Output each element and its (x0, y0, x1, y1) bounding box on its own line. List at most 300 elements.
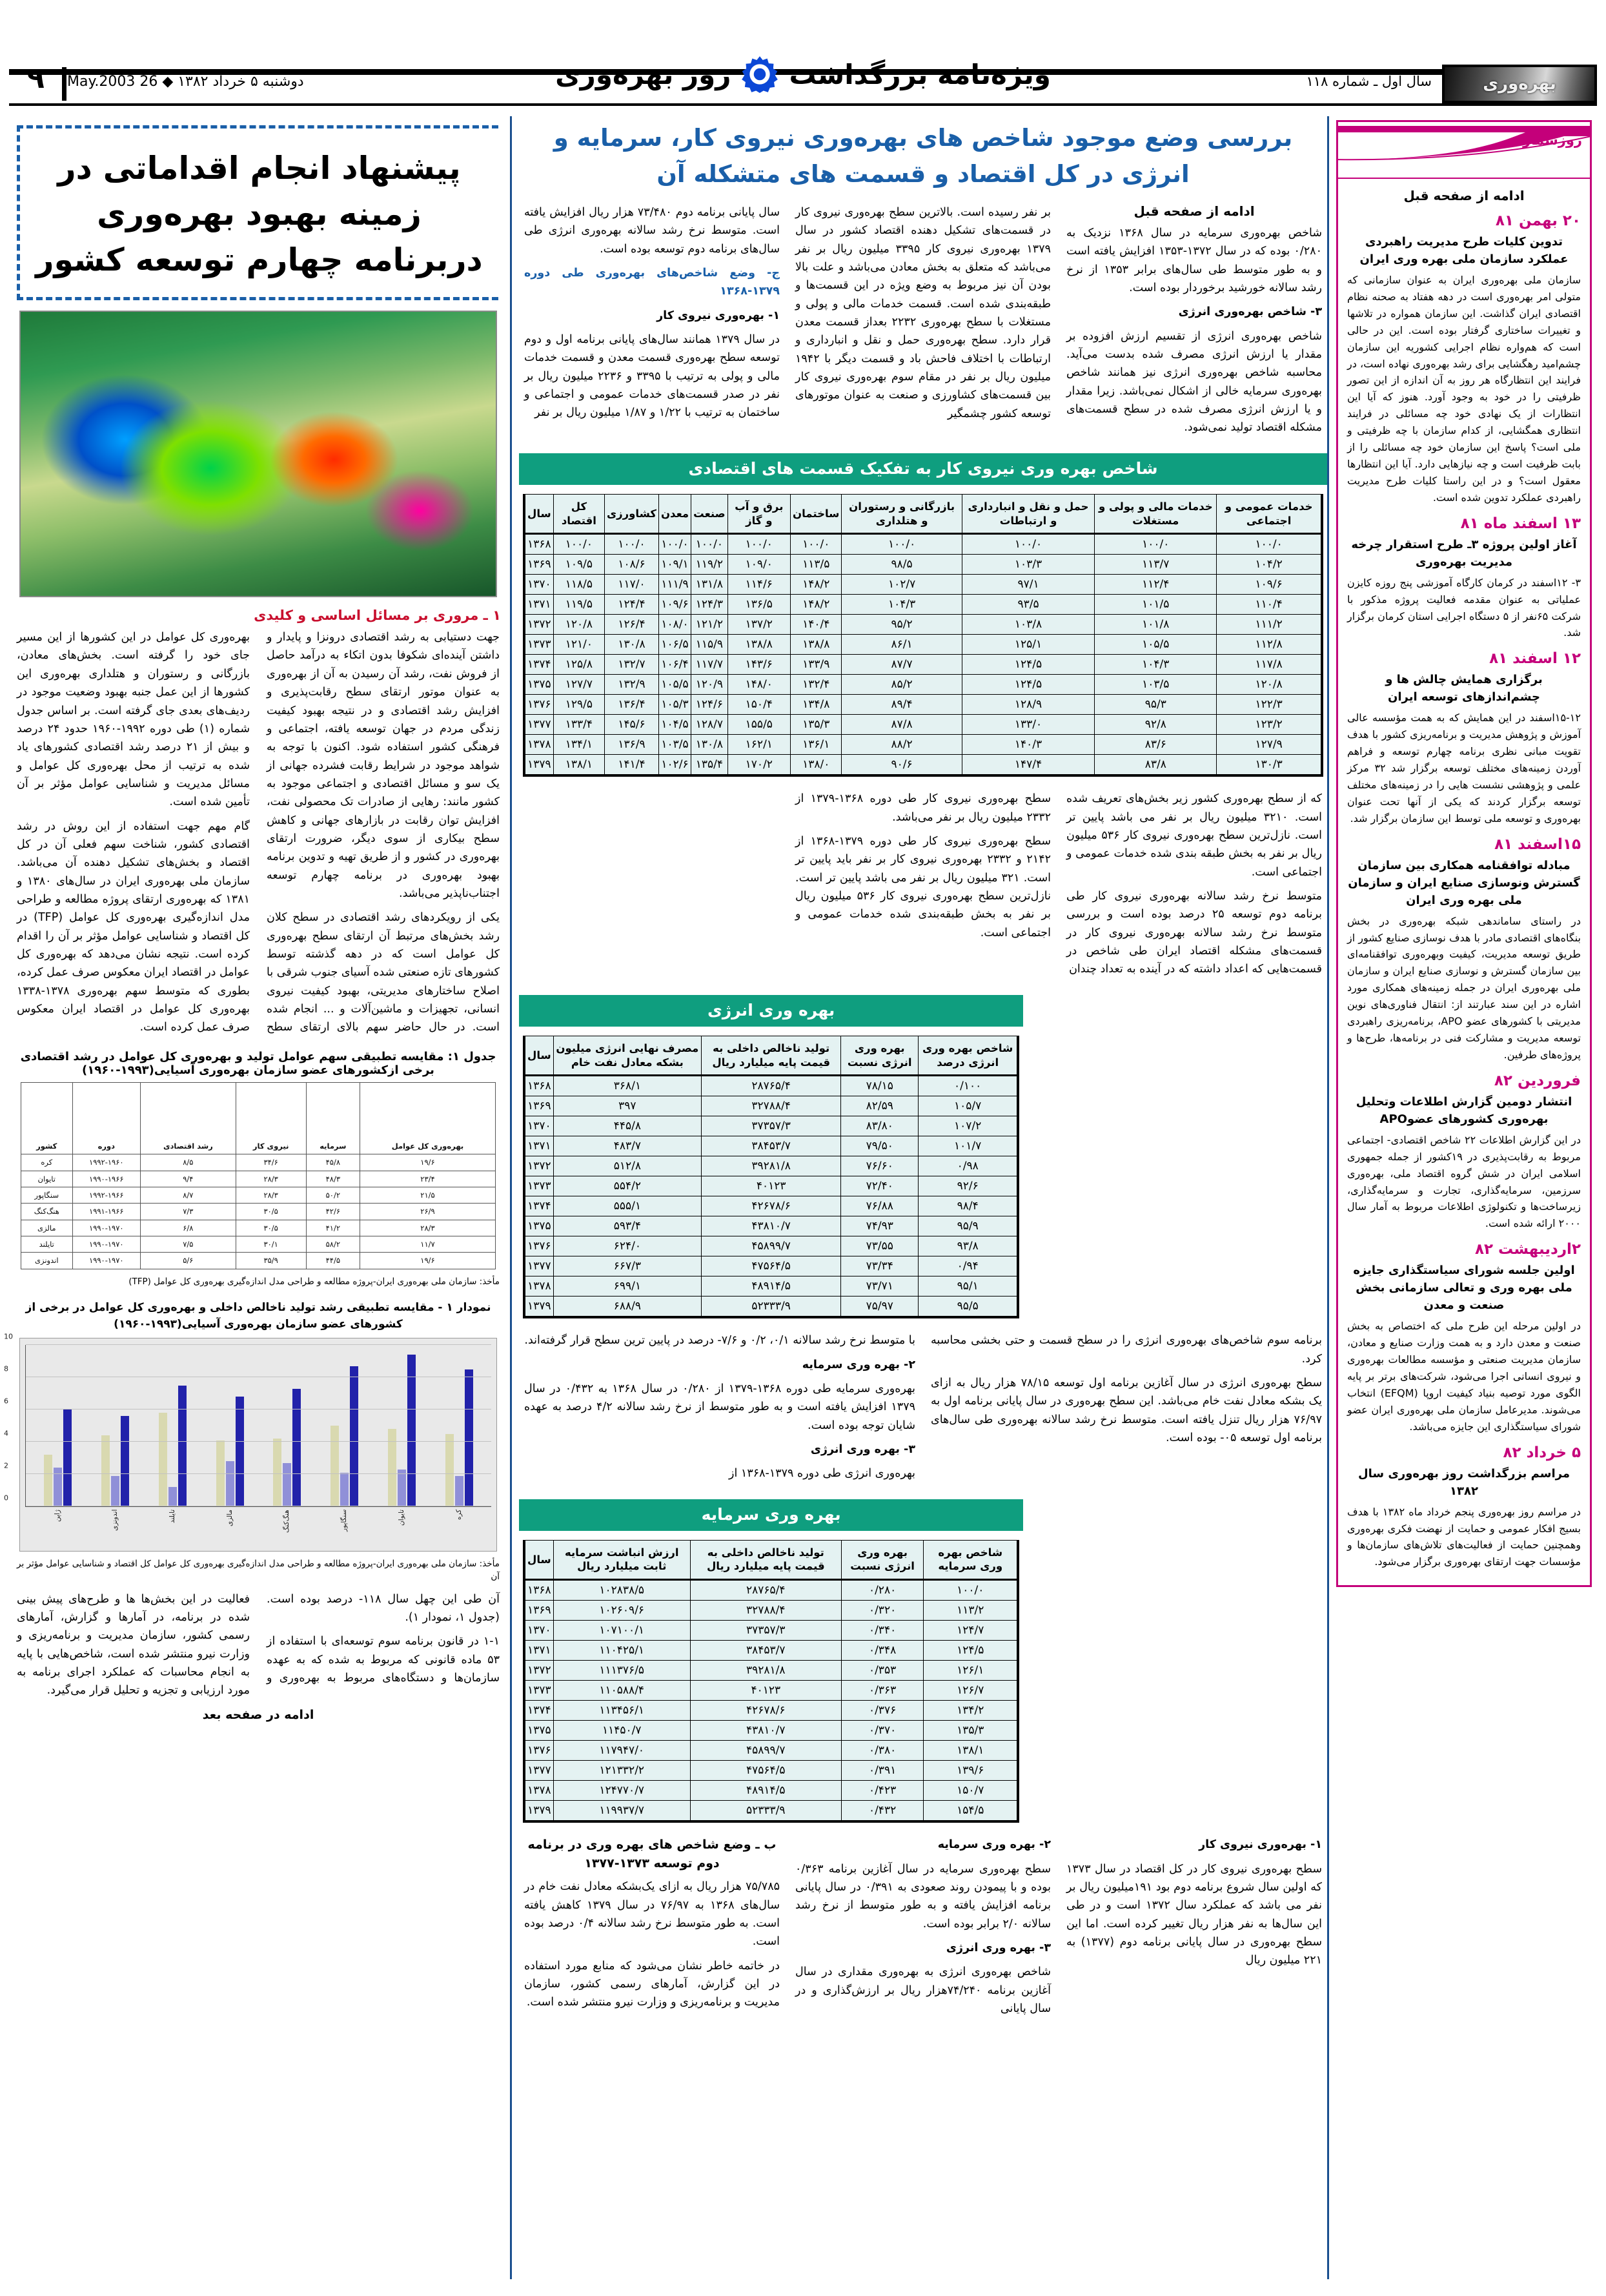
chart-bar-group (445, 1345, 473, 1506)
table-cell: ۱۰۰/۰ (791, 534, 842, 555)
table-cell: ۱۳۴/۱ (553, 735, 604, 755)
table-cell: ۱۳۷۹ (525, 1801, 554, 1821)
table-header-row (525, 1036, 1017, 1076)
table-cell: ۱۳۷۲ (525, 1156, 554, 1176)
table1-title: شاخص بهره وری نیروی کار به تفکیک قسمت های اقتصادی (519, 453, 1327, 485)
table-row (525, 1641, 1017, 1661)
table-cell: ۱۰۰/۰ (691, 534, 727, 555)
table-cell: ۱۰۰/۰ (553, 534, 604, 555)
table-cell: ۹۳/۵ (962, 595, 1094, 615)
bottom-body-1 (1066, 1836, 1322, 1969)
table-cell: ۱۲۱/۰ (553, 635, 604, 655)
small-table-caption: جدول ۱: مقایسه تطبیقی سهم عوامل تولید و بهره‌وری کل عوامل در رشد اقتصادی برخی ازکشورهای عضو سازمان بهره‌وری آسیایی(۱۹۹۳-۱۹۶۰) (20, 1050, 496, 1078)
paragraph: شاخص بهره‌وری انرژی از تقسیم ارزش افزوده بر مقدار یا ارزش انرژی مصرف شده بدست می‌آید. محاسبه شاخص بهره‌وری انرژی نیز همانند شاخص بهره‌وری سرمایه خالی از اشکال نمی‌باشد. زیرا مقدار و یا ارزش انرژی مصرف شده در سطح قسمت‌های مشکله اقتصاد تولید نمی‌شود. (1066, 329, 1322, 435)
table-cell: ۱۰۵/۵ (658, 675, 691, 695)
table-cell: ۱۳۷۶ (525, 1236, 554, 1256)
table-body (525, 1076, 1017, 1317)
masthead (0, 0, 1606, 98)
table-cell: ۱۱۰۵۸۸/۴ (553, 1681, 690, 1701)
table-cell: ۵۵۵/۱ (553, 1196, 701, 1216)
sidebar-panel (1336, 120, 1592, 1587)
table-cell: ۷۴/۹۳ (841, 1216, 919, 1236)
table-cell: ۱۳۶۸ (525, 534, 554, 555)
table-cell: ۱۰۳/۳ (962, 555, 1094, 575)
column-header: سال (525, 1036, 554, 1076)
table-cell: ۱۱۷/۷ (691, 655, 727, 675)
th: نیروی کار (236, 1083, 306, 1154)
table-cell: ۱۰۹/۶ (658, 595, 691, 615)
table-cell: ۹۲/۸ (1095, 715, 1217, 735)
table-cell: ۱۱۲/۴ (1095, 575, 1217, 595)
chart-bar (121, 1416, 129, 1506)
paragraph: سطح بهره‌وری نیروی کار در کل اقتصاد در سال ۱۳۷۳ که اولین سال شروع برنامه دوم بود ۱۹۱میلیون ریال بر نفر می باشد که عملکرد سال ۱۳۷۲ است و در طی این سال‌ها به نفر هزار ریال تغییر کرده است. اما این سطح بهره‌وری در سال پایانی برنامه دوم (۱۳۷۷) به ۲۲۱ میلیون ریال (1066, 1862, 1323, 1967)
table-cell: ۶/۸ (141, 1220, 236, 1236)
table-cell: ۱۶۲/۱ (727, 735, 790, 755)
table-cell: ۱۲۴/۷ (924, 1621, 1017, 1641)
table-cell: ۴۴۵/۸ (553, 1116, 701, 1136)
table-row (525, 1076, 1017, 1096)
table-cell: ۲۳/۴ (360, 1171, 495, 1187)
chart-bar (292, 1389, 301, 1507)
table-cell: ۱۳۷۷ (525, 1761, 554, 1781)
gear-icon (741, 56, 778, 93)
table-cell: ۵۱۲/۸ (553, 1156, 701, 1176)
chart-x-tick: ژاپن (54, 1510, 62, 1522)
table-cell: ۱۲۴/۵ (962, 655, 1094, 675)
table-cell: ۱۵۰/۴ (727, 695, 790, 715)
paragraph: یکی از رویکردهای رشد اقتصادی در سطح کلان رشد بخش‌های مرتبط آن ارتقای سطح بهره‌وری کل عوامل است که در دهه گذشته توسط کشورهای تازه صنعتی شده آسیای جنوب شرقی با اصلاح ساختارهای مدیریتی، بهبود کیفیت نیروی انسانی، تجهیزات و ماشین‌آلات و ... انجام شده است. در حال حاضر سهم بالای ارتقای سطح بهره‌وری کل عوامل در این کشورها از این مسیر جای خود را گرفته است. بخش‌های معادن، بازرگانی و رستوران و هتلداری بهره‌وری این کشورها از این عمل جنبه بهبود وضعیت موجود در ردیف‌های بعدی جای گرفته است. بر اساس جدول شماره (۱) طی دوره ۱۹۹۲-۱۹۶۰ حدود ۲۴ درصد و بیش از ۲۱ درصد رشد اقتصادی کشورهای یاد شده به ترتیب از محل بهره‌وری کل عوامل و مسائل مدیریت و شناسایی عوامل مؤثر بر آن تأمین شده است. (17, 631, 500, 1034)
table-cell: ۶۲۴/۰ (553, 1236, 701, 1256)
table-cell: ۱۱۳/۵ (791, 555, 842, 575)
table-cell: ۱۱۷۹۴۷/۰ (553, 1741, 690, 1761)
table-cell: تایوان (21, 1171, 73, 1187)
center-bottom-columns (524, 1836, 1322, 2024)
paragraph: آن طی این چهل سال ۱۱۸- درصد بوده است. (جدول ۱، نمودار ۱). (267, 1592, 500, 1624)
sidebar-header-label: روزشمار (1523, 132, 1582, 148)
table-cell: ۱۳۷۰ (525, 575, 554, 595)
table-cell: ۱۱۳۴۵۶/۱ (553, 1701, 690, 1721)
table-cell: ۹۳/۸ (919, 1236, 1017, 1256)
sidebar-entries (1347, 212, 1581, 1570)
table-cell: ۱۳۳/۹ (791, 655, 842, 675)
chart-plot-area (4, 1332, 491, 1507)
paragraph: بهره‌وری سرمایه طی دوره ۱۳۶۸-۱۳۷۹ از ۰/۲۸۰ در سال ۱۳۶۸ به ۰/۴۳۲ در سال ۱۳۷۹ افزایش یافته است و به طور متوسط از نرخ رشد سالانه ۴/۲ درصد به عهده شایان توجه بوده است. (524, 1382, 915, 1432)
table-cell: ۳۶۸/۱ (553, 1076, 701, 1096)
table-cell: ۰/۳۴۸ (841, 1641, 924, 1661)
table-cell: ۱۰۸/۶ (605, 555, 659, 575)
table-cell: ۱۰۹/۵ (553, 555, 604, 575)
table-cell: ۱۱۰۴۲۵/۱ (553, 1641, 690, 1661)
table-cell: ۰/۳۴۰ (841, 1621, 924, 1641)
table-cell: ۱۳۶۸ (525, 1580, 554, 1601)
sidebar-entry-title: برگزاری همایش چالش ها و چشم‌اندازهای توسعه ایران (1385, 673, 1543, 704)
table-cell: ۱۱۳/۲ (924, 1601, 1017, 1621)
table-cell: ۲۸/۳ (236, 1187, 306, 1203)
table-cell: ۱۰۵/۵ (1095, 635, 1217, 655)
table-cell: ۱۳۶۹ (525, 1601, 554, 1621)
table-cell: ۰/۳۹۱ (841, 1761, 924, 1781)
intro-body-1 (1066, 224, 1322, 437)
chart-bars (26, 1345, 491, 1506)
publisher-logo (1442, 65, 1597, 103)
table-row (525, 1661, 1017, 1681)
table-cell: ۱۹۹۰-۱۹۷۰ (72, 1220, 141, 1236)
table-cell: ۳۹۲۸۱/۸ (690, 1661, 841, 1681)
table-cell: ۱۰۰/۰ (1217, 534, 1321, 555)
table-cell: ۱۱۲/۸ (1217, 635, 1321, 655)
table-cell: ۹۵/۲ (842, 615, 962, 635)
masthead-rule-bottom (9, 103, 1597, 106)
table-cell: ۱۳۸/۸ (727, 635, 790, 655)
chart-bar (226, 1461, 234, 1506)
mid-text-row-2 (524, 1331, 1322, 1488)
table-row (525, 615, 1321, 635)
table-cell: ۷۵/۹۷ (841, 1297, 919, 1317)
sidebar-entry-title: تدوین کلیات طرح مدیریت راهبردی عملکرد سازمان ملی بهره وری ایران (1359, 235, 1569, 266)
table-cell: ۹۸/۴ (919, 1196, 1017, 1216)
table-cell: ۲۱/۵ (360, 1187, 495, 1203)
table-cell: ۸۸/۲ (842, 735, 962, 755)
small-table-source (17, 1276, 500, 1289)
intro-col-2 (795, 203, 1051, 443)
table-cell: ۱۲۲/۳ (1217, 695, 1321, 715)
bottom-body-3 (524, 1878, 780, 2011)
table-row (525, 1601, 1017, 1621)
table-cell: ۱۲۷/۹ (1217, 735, 1321, 755)
chart-bar (178, 1386, 187, 1507)
table-cell: ۱۳۶۹ (525, 555, 554, 575)
table-cell: ۱۰۶/۵ (658, 635, 691, 655)
table-cell: ۰/۳۲۰ (841, 1601, 924, 1621)
chart-x-tick: مالزی (225, 1510, 234, 1527)
feature-headline: پیشنهاد انجام اقداماتی در زمینه بهبود بهره‌وری دربرنامه چهارم توسعه کشور (36, 150, 483, 279)
table-cell: ۷۸/۱۵ (841, 1076, 919, 1096)
table-cell: ۱۳۷۷ (525, 715, 554, 735)
chart-gridline (26, 1344, 491, 1345)
table-cell: ۱۱۱/۲ (1217, 615, 1321, 635)
table-cell: ۸/۷ (141, 1187, 236, 1203)
table-cell: ۹۵/۵ (919, 1297, 1017, 1317)
column-header: شاخص بهره وری انرژی درصد (919, 1036, 1017, 1076)
table-cell: ۱۳۷۴ (525, 1196, 554, 1216)
table-cell: ۷۲/۴۰ (841, 1176, 919, 1196)
table-row (21, 1187, 496, 1203)
mid-extra-col-1 (931, 1331, 1322, 1488)
table-cell: ۱۰۰/۰ (1095, 534, 1217, 555)
table-row (525, 1801, 1017, 1821)
column-header: صنعت (691, 494, 727, 534)
table-cell: سنگاپور (21, 1187, 73, 1203)
table-cell: ۱۹۹۰-۱۹۷۰ (72, 1236, 141, 1253)
table-cell: ۰/۴۳۲ (841, 1801, 924, 1821)
intro-body-2 (795, 203, 1051, 423)
table-energy-productivity (525, 1036, 1017, 1317)
bottom-col-1 (1066, 1836, 1322, 2024)
chart-bar (350, 1366, 358, 1507)
table-row (21, 1253, 496, 1269)
table-cell: ۱۰۱/۵ (1095, 595, 1217, 615)
table-cell: ۰/۹۴ (919, 1256, 1017, 1276)
table-cell: ۱۲۸/۷ (691, 715, 727, 735)
table-row (525, 635, 1321, 655)
table-cell: ۱۰۳/۵ (658, 735, 691, 755)
table-cell: ۲۸/۳ (360, 1220, 495, 1236)
small-table-body (21, 1154, 496, 1269)
chart-bar-group (101, 1345, 129, 1506)
table-cell: ۱۵۵/۵ (727, 715, 790, 735)
column-header: خدمات مالی و پولی و مستغلات (1095, 494, 1217, 534)
capital-productivity-table-block (519, 1499, 1023, 1823)
main-headline: بررسی وضع موجود شاخص های بهره‌وری نیروی کار، سرمایه و انرژی در کل اقتصاد و قسمت های متشکله آن (553, 124, 1293, 188)
sidebar-entry-date: ۵ خرداد ۸۲ (1503, 1444, 1581, 1461)
table-cell: ۷/۳ (141, 1204, 236, 1220)
sidebar-entry-body: در این گزارش اطلاعات ۲۲ شاخص اقتصادی- اجتماعی مربوط به رقابت‌پذیری در ۱۹کشور از جمله جمهوری اسلامی ایران در شش گروه اقتصاد ملی، بهره‌وری سرزمین، سرمایه‌گذاری، تجارت و سرمایه‌گذاری، زیرساخت‌ها و تکنولوژی اطلاعات مربوط به آمار سال ۲۰۰۰ ارائه شده است. (1347, 1133, 1581, 1230)
table-cell: ۷/۵ (141, 1236, 236, 1253)
table-cell: ۱۳۶/۵ (727, 595, 790, 615)
bottom-body-2 (795, 1836, 1051, 2018)
table-row (525, 1721, 1017, 1741)
table-cell: ۰/۳۵۳ (841, 1661, 924, 1681)
chart-x-tick: کره (454, 1510, 463, 1521)
table-cell: ۱۳۷۸ (525, 735, 554, 755)
table-cell: ۱۱۹۹۳۷/۷ (553, 1801, 690, 1821)
table-cell: هنگ‌کنگ (21, 1204, 73, 1220)
table-cell: ۱۳۷۳ (525, 1176, 554, 1196)
chart-bar (168, 1487, 177, 1506)
table-cell: ۱۴۸/۲ (791, 595, 842, 615)
sidebar-entry-title: مبادله توافقنامه همکاری بین سازمان گسترش ونوسازی صنایع ایران و سازمان ملی بهره وری ایران (1348, 858, 1580, 907)
table-cell: ۱۳۷۸ (525, 1276, 554, 1297)
sidebar-body (1338, 179, 1590, 1585)
table3-title: بهره وری سرمایه (519, 1499, 1023, 1531)
table-cell: ۱۳۷۴ (525, 1701, 554, 1721)
table-cell: ۱۴۸/۲ (791, 575, 842, 595)
chart-bar (63, 1409, 72, 1506)
table-cell: ۴۰۱۲۳ (701, 1176, 840, 1196)
paragraph: بر نفر رسیده است. بالاترین سطح بهره‌وری نیروی کار در قسمت‌های تشکیل دهنده اقتصاد کشور در سال ۱۳۷۹ بهره‌وری نیروی کار ۳۳۹۵ میلیون ریال بر نفر می‌باشد که متعلق به بخش معادن می‌باشد و علت بالا بودن آن نیز مربوط به وضع ویژه در این قسمت‌ها و طبقه‌بندی شده است. قسمت خدمات مالی و پولی و مستغلات با سطح بهره‌وری ۲۲۳۲ بعداز قسمت معدن قرار دارد. سطح بهره‌وری حمل و نقل و انبارداری و ارتباطات با اختلاف فاحش باد و قسمت دیگر با ۱۹۴۲ میلیون ریال بر نفر در مقام سوم بهره‌وری نیروی کار بین قسمت‌های کشاورزی و صنعت به عنوان موتورهای توسعه کشور چشمگیر (795, 206, 1051, 420)
table-cell: ۱۳۷۵ (525, 675, 554, 695)
table-cell: ۸۷/۸ (842, 715, 962, 735)
table-row (525, 575, 1321, 595)
mid-text-col-2 (795, 790, 1051, 984)
table-cell: ۴۸۹۱۴/۵ (690, 1781, 841, 1801)
sidebar-header (1338, 122, 1590, 179)
table-cell: ۹/۴ (141, 1171, 236, 1187)
table-cell: ۱۴۷/۴ (962, 755, 1094, 775)
table-row (525, 735, 1321, 755)
table-cell: ۱۰۲۶۰۹/۶ (553, 1601, 690, 1621)
table-cell: ۰/۳۶۳ (841, 1681, 924, 1701)
table-cell: ۱۵۰/۷ (924, 1781, 1017, 1801)
table-cell: ۳۰/۵ (236, 1204, 306, 1220)
chart-x-labels (25, 1507, 491, 1547)
table-cell: ۱۳۷۲ (525, 1661, 554, 1681)
paragraph: ج- وضع شاخص‌های بهره‌وری طی دوره ۱۳۷۹-۱۳۶۸ (524, 267, 780, 298)
table-row (525, 1156, 1017, 1176)
table-cell: ۱۰۱/۸ (1095, 615, 1217, 635)
table-cell: ۹۵/۳ (1095, 695, 1217, 715)
table-cell: ۸۹/۴ (842, 695, 962, 715)
table-body (525, 1580, 1017, 1821)
table-cell: ۷۳/۷۱ (841, 1276, 919, 1297)
paragraph: سطح بهره‌وری انرژی در سال آغازین برنامه اول توسعه ۷۸/۱۵ هزار ریال به ازای یک بشکه معادل نفت خام می‌باشد. این سطح بهره‌وری در سال پایانی برنامه اول به ۷۶/۹۷ هزار ریال تنزل یافته است. متوسط نرخ رشد سالانه بهره‌وری طی سال‌های برنامه اول توسعه ۰۵- بوده است. (931, 1376, 1322, 1444)
table-cell: ۱۲۵/۱ (962, 635, 1094, 655)
chart-bar (398, 1470, 406, 1507)
table-row (525, 1096, 1017, 1116)
table-cell: ۱۳۷۹ (525, 1297, 554, 1317)
paragraph: شاخص بهره‌وری انرژی به بهره‌وری مقداری در سال آغازین برنامه ۷۴/۲۴۰هزار ریال بر ارزش‌گذاری و در سال پایانی (795, 1965, 1051, 2015)
table-cell: ۷۳/۵۵ (841, 1236, 919, 1256)
table-cell: مالزی (21, 1220, 73, 1236)
table-cell: ۴۲۶۷۸/۶ (701, 1196, 840, 1216)
masthead-title-right: ویژه‌نامه بزرگداشت (789, 58, 1051, 90)
issue-number: سال اول ـ شماره ۱۱۸ (1306, 74, 1432, 89)
paragraph: سطح بهره‌وری سرمایه در سال آغازین برنامه ۰/۳۶۳ بوده و با پیمودن روند صعودی به ۰/۳۹۱ در سال پایانی برنامه افزایش یافته و به طور متوسط از نرخ رشد سالانه ۲/۰ برابر بوده است. (795, 1862, 1051, 1931)
table-cell: ۴۵۸۹۹/۷ (701, 1236, 840, 1256)
th: بهره‌وری کل عوامل (360, 1083, 495, 1154)
table-cell: ۱۲۶/۱ (924, 1661, 1017, 1681)
column-header: ساختمان (791, 494, 842, 534)
column-header: کل اقتصاد (553, 494, 604, 534)
table-cell: ۱۲۵/۸ (553, 655, 604, 675)
chart-container (4, 1332, 497, 1552)
table-cell: ۴۰۱۲۳ (690, 1681, 841, 1701)
chart-bar-group (330, 1345, 358, 1506)
sidebar-entry-date: ۲۰ بهمن ۸۱ (1495, 212, 1581, 229)
table-cell: ۱۰۹/۱ (658, 555, 691, 575)
table-cell: ۱۳۹/۶ (924, 1761, 1017, 1781)
chart-x-tick: هنگ‌کنگ (283, 1510, 291, 1533)
table-row (525, 1621, 1017, 1641)
table-cell: ۸۳/۶ (1095, 735, 1217, 755)
table-row (525, 1276, 1017, 1297)
table-cell: ۱۰۰/۰ (924, 1580, 1017, 1601)
column-header: خدمات عمومی و اجتماعی (1217, 494, 1321, 534)
table-header-row (21, 1083, 496, 1154)
chart-bar (101, 1435, 110, 1506)
table-cell: ۱۱۵/۹ (691, 635, 727, 655)
table-cell: ۱۳۵/۳ (791, 715, 842, 735)
column-header: کشاورزی (605, 494, 659, 534)
table-cell: ۱۳۶۸ (525, 1076, 554, 1096)
table-row (525, 595, 1321, 615)
table-cell: ۱۳۳/۰ (962, 715, 1094, 735)
table-cell: ۱۳۰/۳ (1217, 755, 1321, 775)
center-column (516, 116, 1330, 2024)
chart-y-tick: 10 (4, 1332, 13, 1341)
table-cell: ۳۴/۶ (236, 1154, 306, 1171)
table-cell: ۱۲۰/۸ (1217, 675, 1321, 695)
table-row (525, 1256, 1017, 1276)
table-cell: ۰/۳۸۰ (841, 1741, 924, 1761)
sidebar-entry-title: مراسم بزرگداشت روز بهره‌وری سال ۱۳۸۲ (1357, 1466, 1570, 1498)
paragraph: ۱- بهره‌وری نیروی کار (1199, 1838, 1322, 1852)
table-cell: ۱۱/۷ (360, 1236, 495, 1253)
table-cell: ۱۳۷/۲ (727, 615, 790, 635)
table-cell: ۱۰۳/۵ (1095, 675, 1217, 695)
table-cell: ۱۱۴۵۰/۷ (553, 1721, 690, 1741)
center-intro-columns (524, 203, 1322, 443)
sidebar-entry-body: ۳- ۱۲اسفند در کرمان کارگاه آموزشی پنج روزه کایزن عملیاتی به عنوان مقدمه فعالیت پروژه مذکور با شرکت ۶۵نفر از ۵ دستگاه اجرایی استان کرمان برگزار شد. (1347, 576, 1581, 639)
table-cell: ۴۵/۸ (306, 1154, 360, 1171)
table-cell: ۰/۹۸ (919, 1156, 1017, 1176)
table-cell: ۲۸۷۶۵/۴ (701, 1076, 840, 1096)
table-cell: ۲۸۷۶۵/۴ (690, 1580, 841, 1601)
intro-heading: ادامه از صفحه قبل (1133, 203, 1255, 219)
table-cell: ۱۲۴/۳ (691, 595, 727, 615)
table-cell: ۱۰۲۸۳۸/۵ (553, 1580, 690, 1601)
table-row (525, 1216, 1017, 1236)
paragraph: در خاتمه خاطر نشان می‌شود که منابع مورد استفاده در این گزارش، آمارهای رسمی کشور، سازمان مدیریت و برنامه‌ریزی و وزارت نیرو منتشر شده است. (524, 1959, 780, 2009)
column-header: بازرگانی و رستوران و هتلداری (842, 494, 962, 534)
table-cell: ۱۲۱۳۳۲/۲ (553, 1761, 690, 1781)
table-cell: ۱۱۸/۵ (553, 575, 604, 595)
table-cell: ۱۰۴/۲ (1217, 555, 1321, 575)
paragraph: که از سطح بهره‌وری کشور زیر بخش‌های تعریف شده است. ۳۲۱۰ میلیون ریال بر نفر می باشد پایین تر است. نازل‌ترین سطح بهره‌وری نیروی کار ۵۳۶ میلیون ریال بر نفر به بخش طبقه بندی شده خدمات عمومی و اجتماعی است. (1066, 792, 1323, 879)
labor-productivity-table-block (519, 453, 1327, 777)
energy-productivity-table-block (519, 995, 1023, 1319)
table-cell: ۱۱۷/۰ (605, 575, 659, 595)
column-header: تولید ناخالص داخلی به قیمت پایه میلیارد ریال (701, 1036, 840, 1076)
table-cell: ۱۱۷/۸ (1217, 655, 1321, 675)
table-cell: ۴۷۵۶۴/۵ (701, 1256, 840, 1276)
mid-extra-col-2 (524, 1331, 915, 1488)
table-cell: ۱۳۷۰ (525, 1116, 554, 1136)
source-text: مأخذ: سازمان ملی بهره‌وری ایران-پروژه مطالعه و طراحی مدل اندازه‌گیری بهره‌وری کل عوامل (TFP) (128, 1276, 500, 1287)
table-cell: ۱۰۰/۰ (842, 534, 962, 555)
chart-bar (111, 1476, 119, 1507)
table-row (525, 1741, 1017, 1761)
table-cell: ۱۳۷۸ (525, 1781, 554, 1801)
sidebar-entry-body: در راستای ساماندهی شبکه بهره‌وری در بخش بنگاه‌های اقتصادی مادر با هدف نوسازی صنایع کشور از طریق توسعه مدیریت، کیفیت وبهره‌وری توافقنامه‌ای بین سازمان گسترش و نوسازی صنایع ایران و سازمان ملی بهره‌وری ایران در جمله زمینه‌های همکاری مورد اشاره در این سند عبارتند از: انتقال فناوری‌های نوین مدیریتی با کشورهای عضو APO، برنامه‌ریزی راهبردی توسعه مدیریت و مشارکت فنی در برنامه‌ها، طرح‌ها و پروژه‌های طرفین. (1347, 914, 1581, 1061)
feature-headline-box (17, 125, 498, 300)
table-cell: ۱۳۷۱ (525, 595, 554, 615)
table-cell: ۲۸/۳ (236, 1171, 306, 1187)
table-capital-productivity (525, 1540, 1017, 1821)
table2-wrap (523, 1036, 1019, 1319)
chart-y-tick: 2 (4, 1461, 8, 1470)
table-cell: ۹۸/۵ (842, 555, 962, 575)
chart-caption: نمودار ۱ - مقایسه تطبیقی رشد تولید ناخالص داخلی و بهره‌وری کل عوامل در برخی از کشورهای عضو سازمان بهره‌وری آسیایی(۱۹۹۳-۱۹۶۰) (25, 1301, 491, 1331)
table-cell: ۱۴۱/۴ (605, 755, 659, 775)
paragraph: سطح بهره‌وری نیروی کار طی دوره ۱۳۶۸-۱۳۷۹ از ۲۳۳۲ میلیون ریال بر نفر می‌باشد. (795, 792, 1051, 824)
table-cell: ۷۶/۸۸ (841, 1196, 919, 1216)
table-cell: ۱۰۴/۳ (842, 595, 962, 615)
table-row (525, 534, 1321, 555)
table-cell: ۱۳۵/۳ (924, 1721, 1017, 1741)
table-row (21, 1154, 496, 1171)
table-cell: ۱۰۰/۰ (605, 534, 659, 555)
table-cell: ۱۲۸/۹ (962, 695, 1094, 715)
table-cell: ۳۲۷۸۸/۴ (701, 1096, 840, 1116)
table-cell: ۴۲۶۷۸/۶ (690, 1701, 841, 1721)
table-cell: ۱۲۰/۸ (553, 615, 604, 635)
table-cell: ۹۵/۱ (919, 1276, 1017, 1297)
table-cell: ۱۳۷۱ (525, 1641, 554, 1661)
chart-bar (44, 1455, 52, 1506)
table-cell: ۱۲۴/۵ (962, 675, 1094, 695)
sidebar-entry-body: در اولین مرحله این طرح ملی که اختصاص به بخش صنعت و معدن دارد و به همت وزارت صنایع و معادن، سازمان مدیریت صنعتی و مؤسسه مطالعات بهره‌وری و نیروی انسانی اجرا می‌شود، شرکت‌های برتر بر پایه الگوی مورد توصیه بنیاد کیفیت اروپا (EFQM) انتخاب می‌شوند. مدیرعامل سازمان ملی بهره‌وری ایران عضو شورای سیاستگذاری این جایزه می‌باشد. (1347, 1320, 1581, 1433)
table-cell: ۷۹/۵۰ (841, 1136, 919, 1156)
table-row (525, 1236, 1017, 1256)
table-cell: ۱۱۱/۹ (658, 575, 691, 595)
table-cell: ۹۷/۱ (962, 575, 1094, 595)
table-cell: ۱۳۷۶ (525, 1741, 554, 1761)
bottom-col-2 (795, 1836, 1051, 2024)
table-cell: ۱۳۷۱ (525, 1136, 554, 1156)
mid-text-col-1 (1066, 790, 1322, 984)
column-header: بهره وری انرژی نسبت (841, 1540, 924, 1580)
